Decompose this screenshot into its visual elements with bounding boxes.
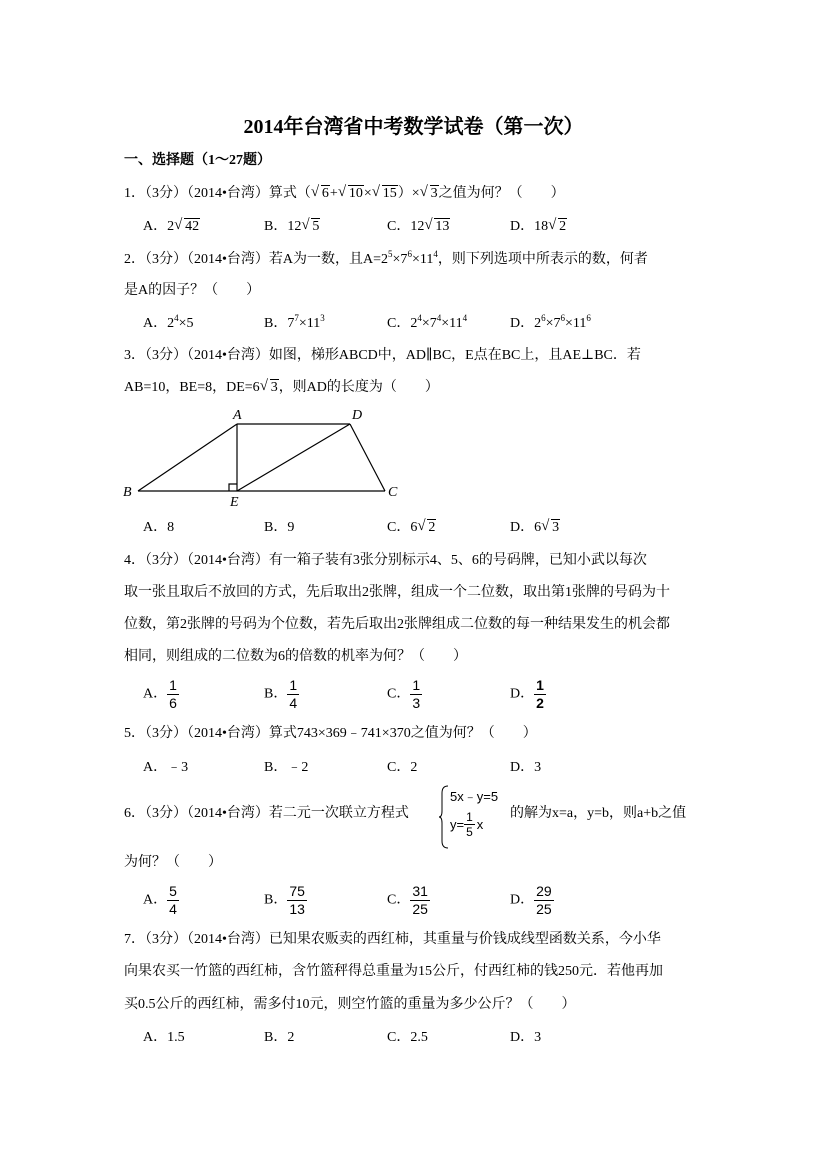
question-7-line-1: 7．（3分）（2014•台湾）已知果农贩卖的西红柿，其重量与价钱成线型函数关系，今小华 [124, 932, 661, 947]
label-d: D [352, 408, 363, 423]
q2-option-d[interactable]: D．$2^6\times 7^6\times 11^6$ [510, 313, 591, 331]
label-e: E [230, 495, 239, 510]
label-a: A [233, 408, 242, 423]
question-4-line-2: 取一张且取后不放回的方式，先后取出2张牌，组成一个二位数，取出第1张牌的号码为十 [124, 585, 670, 600]
question-2-line-1: 2．（3分）（2014•台湾）若A为一数，且$A=2^5\times 7^6\times 11^4$，则下列选项中所表示的数，何者 [124, 249, 648, 267]
question-7-line-3: 买0.5公斤的西红柿，需多付10元，则空竹篮的重量为多少公斤？（ ） [124, 997, 576, 1012]
q1-option-a[interactable]: A．2√ 42 [143, 217, 200, 237]
question-4-line-3: 位数，第2张牌的号码为个位数，若先后取出2张牌组成二位数的每一种结果发生的机会都 [124, 617, 670, 632]
section-heading: 一、选择题（1～27题） [124, 153, 271, 168]
q3-option-b[interactable]: B．9 [264, 520, 295, 535]
q2-option-b[interactable]: B．$7^7\times 11^3$ [264, 313, 325, 331]
question-5: 5．（3分）（2014•台湾）算式743×369﹣741×370之值为何？（ ） [124, 726, 537, 741]
question-6-tail: 的解为x=a，y=b，则a+b之值 [510, 806, 687, 821]
q7-option-c[interactable]: C．2.5 [387, 1030, 428, 1045]
q5-option-c[interactable]: C．2 [387, 760, 418, 775]
question-6-line-2: 为何？（ ） [124, 855, 222, 870]
q4-option-a[interactable]: A． $\frac{1}{6}$ [143, 677, 177, 711]
q1-option-d[interactable]: D．18√ 2 [510, 217, 567, 237]
q1-option-b[interactable]: B．12√ 5 [264, 217, 320, 237]
q3-option-a[interactable]: A．8 [143, 520, 175, 535]
label-b: B [123, 485, 132, 500]
question-3-line-2: AB=10，BE=8，DE=6√ 3，则AD的长度为（ ） [124, 378, 439, 398]
segment-ab [138, 424, 237, 491]
q1-option-c[interactable]: C．12√ 13 [387, 217, 450, 237]
question-7-line-2: 向果农买一竹篮的西红柿，含竹篮秤得总重量为15公斤，付西红柿的钱250元．若他再加 [124, 964, 663, 979]
segment-dc [350, 424, 385, 491]
trapezoid-figure [120, 402, 410, 510]
segment-ed [237, 424, 350, 491]
q7-option-d[interactable]: D．3 [510, 1030, 542, 1045]
q6-option-b[interactable]: B． $\frac{75}{13}$ [264, 883, 305, 917]
q5-option-d[interactable]: D．3 [510, 760, 542, 775]
q4-option-d[interactable]: D． $\frac{1}{2}$ [510, 677, 544, 711]
right-angle-mark [229, 484, 237, 491]
q3-option-c[interactable]: C．6√ 2 [387, 518, 436, 538]
q6-option-c[interactable]: C． $\frac{31}{25}$ [387, 883, 428, 917]
q4-option-b[interactable]: B． $\frac{1}{4}$ [264, 677, 298, 711]
q6-option-d[interactable]: D． $\frac{29}{25}$ [510, 883, 552, 917]
question-1: 1．（3分）（2014•台湾）算式（√ 6+√ 10×√ 15）×√ 3之值为何？（ ） [124, 184, 565, 204]
label-c: C [388, 485, 398, 500]
question-6-lead: 6．（3分）（2014•台湾）若二元一次联立方程式 [124, 806, 409, 821]
q7-option-a[interactable]: A．1.5 [143, 1030, 185, 1045]
question-2-line-2: 是A的因子？（ ） [124, 283, 261, 298]
q7-option-b[interactable]: B．2 [264, 1030, 295, 1045]
q2-option-a[interactable]: A．$2^4\times 5$ [143, 313, 194, 331]
equation-2: y= $\frac{1}{5}$ x [450, 810, 484, 839]
q4-option-c[interactable]: C． $\frac{1}{3}$ [387, 677, 421, 711]
question-4-line-4: 相同，则组成的二位数为6的倍数的机率为何？（ ） [124, 649, 467, 664]
system-brace [438, 785, 450, 849]
page-title: 2014年台湾省中考数学试卷（第一次） [243, 116, 584, 138]
q5-option-b[interactable]: B．﹣2 [264, 760, 309, 775]
question-4-line-1: 4．（3分）（2014•台湾）有一箱子装有3张分别标示4、5、6的号码牌，已知小武以每次 [124, 553, 647, 568]
question-3-line-1: 3．（3分）（2014•台湾）如图，梯形ABCD中，AD∥BC，E点在BC上，且AE⊥BC．若 [124, 348, 641, 363]
q6-option-a[interactable]: A． $\frac{5}{4}$ [143, 883, 177, 917]
q2-option-c[interactable]: C．$2^4\times 7^4\times 11^4$ [387, 313, 468, 331]
equation-1: 5x﹣y=5 [450, 789, 499, 804]
q3-option-d[interactable]: D．6√ 3 [510, 518, 560, 538]
q5-option-a[interactable]: A．﹣3 [143, 760, 189, 775]
